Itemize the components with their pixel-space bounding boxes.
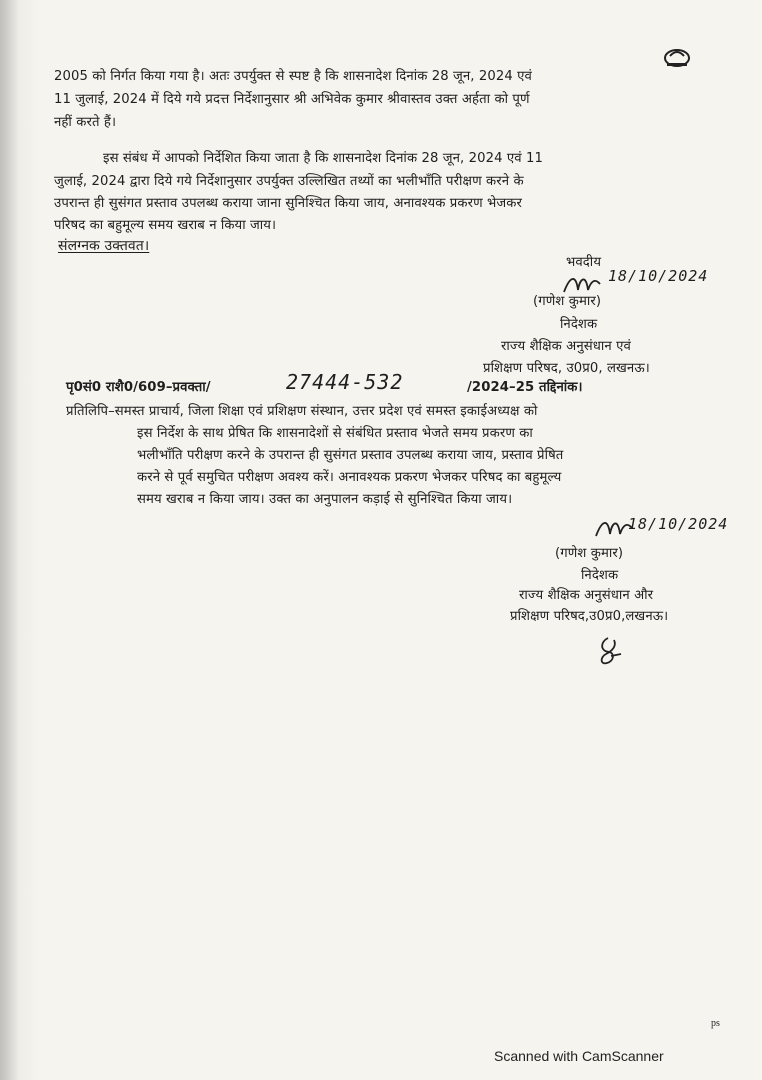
- para-2-line-4: परिषद का बहुमूल्य समय खराब न किया जाय।: [54, 218, 277, 233]
- reference-suffix: /2024–25 तद्दिनांक।: [467, 380, 583, 395]
- para-2-line-2: जुलाई, 2024 द्वारा दिये गये निर्देशानुसार उपर्युक्त उल्लिखित तथ्यों का भलीभाँति परीक्षण करने के: [54, 174, 524, 189]
- office-line-2-2: प्रशिक्षण परिषद,उ0प्र0,लखनऊ।: [510, 609, 669, 624]
- emblem-icon: [660, 46, 694, 68]
- signatory-designation: निदेशक: [560, 317, 598, 332]
- reference-prefix: पृ0सं0 राशै0/609–प्रवक्ता/: [66, 380, 211, 395]
- signatory-name-2: (गणेश कुमार): [555, 546, 624, 561]
- copy-line-5: समय खराब न किया जाय। उक्त का अनुपालन कड़ाई से सुनिश्चित किया जाय।: [137, 492, 513, 507]
- scanner-watermark: Scanned with CamScanner: [494, 1048, 664, 1064]
- copy-line-3: भलीभाँति परीक्षण करने के उपरान्त ही सुसंगत प्रस्ताव उपलब्ध कराया जाय, प्रस्ताव प्रेषित: [137, 448, 564, 463]
- para-1-line-2: 11 जुलाई, 2024 में दिये गये प्रदत्त निर्देशानुसार श्री अभिवेक कुमार श्रीवास्तव उक्त अर्हता को पूर्ण: [54, 92, 530, 107]
- copy-line-4: करने से पूर्व समुचित परीक्षण अवश्य करें। अनावश्यक प्रकरण भेजकर परिषद का बहुमूल्य: [137, 470, 562, 485]
- closing-phrase: भवदीय: [566, 255, 602, 270]
- page-edge-shadow: [0, 0, 20, 1080]
- enclosure-note: संलग्नक उक्तवत।: [58, 238, 150, 254]
- signatory-name: (गणेश कुमार): [533, 294, 602, 309]
- signature-date: 18/10/2024: [608, 267, 709, 285]
- office-line-2: प्रशिक्षण परिषद, उ0प्र0, लखनऊ।: [483, 361, 650, 376]
- para-1-line-1: 2005 को निर्गत किया गया है। अतः उपर्युक्त से स्पष्ट है कि शासनादेश दिनांक 28 जून, 2024 एवं: [54, 69, 532, 84]
- signature-date-2: 18/10/2024: [628, 515, 729, 533]
- copy-line-2: इस निर्देश के साथ प्रेषित कि शासनादेशों से संबंधित प्रस्ताव भेजते समय प्रकरण का: [137, 426, 533, 441]
- office-line-1: राज्य शैक्षिक अनुसंधान एवं: [501, 339, 631, 354]
- para-1-line-3: नहीं करते हैं।: [54, 115, 117, 130]
- copy-line-1: प्रतिलिपि–समस्त प्राचार्य, जिला शिक्षा एवं प्रशिक्षण संस्थान, उत्तर प्रदेश एवं समस्त इकाईअध्यक्ष को: [66, 404, 538, 419]
- signatory-designation-2: निदेशक: [581, 568, 619, 583]
- para-2-line-1: इस संबंध में आपको निर्देशित किया जाता है कि शासनादेश दिनांक 28 जून, 2024 एवं 11: [103, 151, 543, 166]
- reference-handwritten-number: 27444-532: [286, 370, 404, 394]
- para-2-line-3: उपरान्त ही सुसंगत प्रस्ताव उपलब्ध कराया जाना सुनिश्चित किया जाय, अनावश्यक प्रकरण भेजकर: [54, 196, 523, 211]
- initial-mark: [592, 634, 626, 670]
- office-line-1-2: राज्य शैक्षिक अनुसंधान और: [519, 588, 654, 603]
- footer-initials: ps: [711, 1018, 720, 1029]
